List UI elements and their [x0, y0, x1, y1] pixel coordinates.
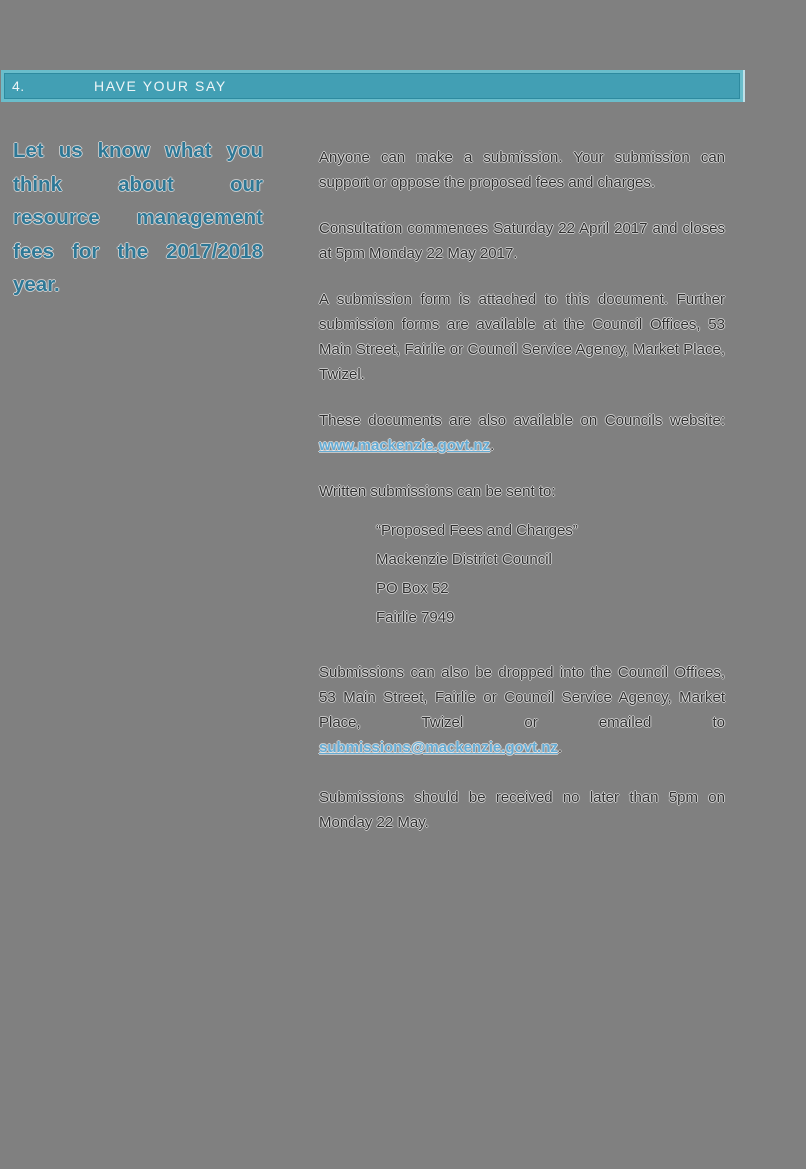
submissions-email-link[interactable]: submissions@mackenzie.govt.nz [319, 739, 558, 756]
intro-heading-line: year. [13, 273, 60, 296]
section-title: HAVE YOUR SAY [94, 78, 227, 94]
paragraph-anyone: Anyone can make a submission. Your submission can support or oppose the proposed fees and charges. [319, 149, 725, 191]
address-line: Fairlie 7949 [376, 609, 455, 626]
section-number: 4. [12, 78, 25, 94]
intro-heading [13, 134, 263, 302]
website-text: These documents are also available on Councils website: [319, 412, 725, 429]
dropoff-text: Submissions can also be dropped into the Council Offices, 53 Main Street, Fairlie or Council Service Agency, Market Place, Twizel or emailed to [319, 664, 725, 731]
intro-heading-line: Let us know what you [13, 139, 263, 162]
paragraph-submission-form: A submission form is attached to this document. Further submission forms are available at the Council Offices, 53 Main Street, Fairlie or Council Service Agency, Market Place, Twizel. [319, 291, 725, 383]
address-line: “Proposed Fees and Charges” [376, 522, 578, 539]
address-line: Mackenzie District Council [376, 551, 552, 568]
website-period: . [490, 437, 495, 454]
paragraph-written-submissions: Written submissions can be sent to: [319, 483, 556, 500]
paragraph-dropoff [319, 660, 725, 760]
paragraph-deadline: Submissions should be received no later than 5pm on Monday 22 May. [319, 789, 725, 831]
section-header-bar [1, 70, 743, 102]
header-bar-right-edge [743, 70, 745, 102]
council-website-link[interactable]: www.mackenzie.govt.nz [319, 437, 491, 454]
dropoff-period: . [557, 739, 563, 756]
intro-heading-line: fees for the 2017/2018 [13, 239, 263, 263]
paragraph-consultation: Consultation commences Saturday 22 April 2017 and closes at 5pm Monday 22 May 2017. [319, 220, 725, 262]
intro-heading-line: resource management [13, 206, 263, 229]
intro-heading-line: think about our [13, 172, 263, 196]
paragraph-website [319, 408, 725, 458]
body-column [319, 145, 725, 856]
address-line: PO Box 52 [376, 580, 449, 597]
postal-address-block [376, 518, 725, 630]
